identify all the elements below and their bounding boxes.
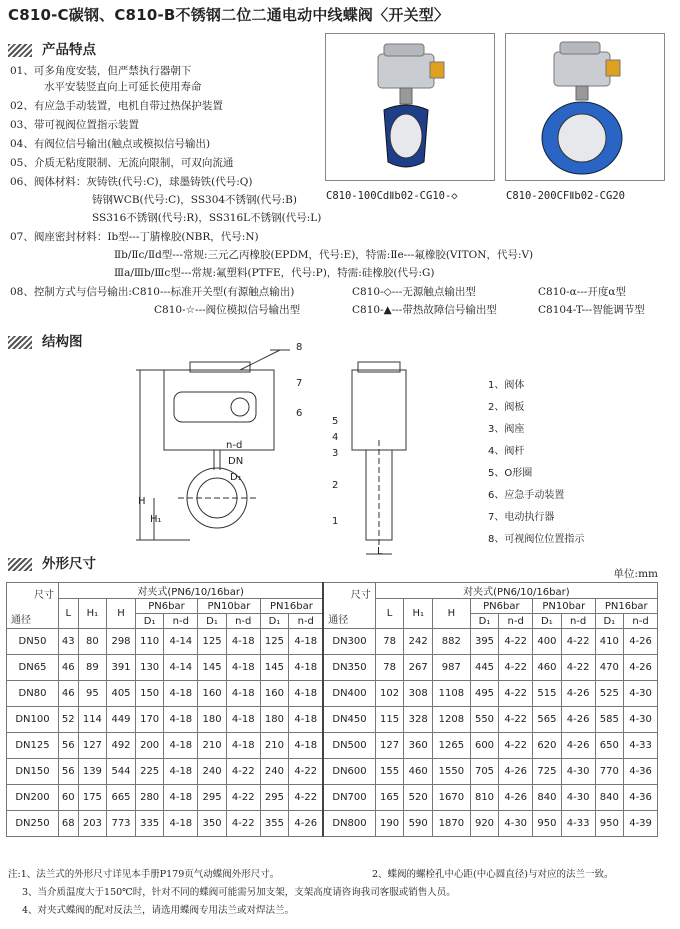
table-cell: 4-18 [164, 759, 198, 785]
note-line: 3、当介质温度大于150℃时，针对不同的蝶阀可能需另加支架，支架高度请咨询我司客服或销售人员。 [22, 887, 456, 898]
dn-cell: DN400 [323, 681, 375, 707]
table-cell: 52 [59, 707, 79, 733]
dn-cell: DN800 [323, 811, 375, 837]
table-row [7, 629, 658, 655]
span-header-cell: 对夹式(PN6/10/16bar) [375, 583, 657, 599]
table-cell: 470 [595, 655, 624, 681]
callout-number: 2 [332, 480, 339, 491]
table-cell: 4-22 [561, 655, 595, 681]
dn-cell: DN50 [7, 629, 59, 655]
table-cell: 125 [198, 629, 227, 655]
feature-line: 铸钢WCB(代号:C)，SS304不锈钢(代号:B) [92, 194, 297, 206]
table-cell: 295 [198, 785, 227, 811]
table-cell: 78 [375, 629, 404, 655]
feature-line: 04、有阀位信号输出(触点或模拟信号输出) [10, 138, 211, 150]
table-cell: 127 [375, 733, 404, 759]
callout-number: 1 [332, 516, 339, 527]
table-cell: 810 [470, 785, 499, 811]
legend-item: 7、电动执行器 [488, 512, 555, 523]
table-cell: 495 [470, 681, 499, 707]
table-cell: 4-39 [624, 811, 658, 837]
table-cell: 145 [198, 655, 227, 681]
dn-cell: DN65 [7, 655, 59, 681]
header-dn-label: 通径 [328, 614, 349, 626]
table-cell: 308 [404, 681, 433, 707]
dn-cell: DN450 [323, 707, 375, 733]
feature-line: C810-☆---阀位模拟信号输出型 [154, 304, 301, 316]
dn-cell: DN350 [323, 655, 375, 681]
table-cell: 175 [78, 785, 107, 811]
table-cell: 840 [595, 785, 624, 811]
table-cell: 4-22 [289, 759, 324, 785]
table-row [7, 733, 658, 759]
table-cell: 110 [135, 629, 164, 655]
table-cell: 950 [533, 811, 562, 837]
header-size-label: 尺寸 [34, 589, 54, 601]
table-cell: 360 [404, 733, 433, 759]
table-cell: 115 [375, 707, 404, 733]
dim-label-h: H [138, 496, 146, 507]
table-cell: 125 [260, 629, 289, 655]
table-cell: 650 [595, 733, 624, 759]
table-cell: 4-36 [624, 759, 658, 785]
table-row [7, 759, 658, 785]
dim-label-d1: D₁ [230, 472, 242, 483]
section-features-label: 产品特点 [42, 42, 96, 58]
col-header-cell: H [107, 599, 136, 629]
table-cell: 200 [135, 733, 164, 759]
table-cell: 4-18 [226, 681, 260, 707]
table-cell: 4-30 [499, 811, 533, 837]
table-cell: 89 [78, 655, 107, 681]
table-cell: 180 [260, 707, 289, 733]
table-row [7, 655, 658, 681]
sub-header-cell: n-d [289, 614, 324, 629]
dn-cell: DN300 [323, 629, 375, 655]
valve-illustration [506, 34, 664, 180]
table-cell: 4-14 [164, 629, 198, 655]
feature-line: 01、可多角度安装，但严禁执行器朝下 [10, 65, 192, 77]
table-cell: 210 [198, 733, 227, 759]
table-cell: 449 [107, 707, 136, 733]
table-cell: 4-18 [164, 785, 198, 811]
table-cell: 773 [107, 811, 136, 837]
col-header-cell: H₁ [78, 599, 107, 629]
feature-line: 06、阀体材料：灰铸铁(代号:C)，球墨铸铁(代号:Q) [10, 176, 253, 188]
table-cell: 4-18 [289, 733, 324, 759]
legend-item: 3、阀座 [488, 424, 525, 435]
valve-illustration [326, 34, 494, 180]
table-cell: 4-22 [499, 629, 533, 655]
col-header-cell: H₁ [404, 599, 433, 629]
dn-cell: DN250 [7, 811, 59, 837]
table-cell: 590 [404, 811, 433, 837]
sub-header-cell: D₁ [260, 614, 289, 629]
sub-header-cell: D₁ [198, 614, 227, 629]
table-cell: 4-18 [164, 811, 198, 837]
table-cell: 4-22 [499, 681, 533, 707]
table-cell: 4-30 [561, 759, 595, 785]
dn-cell: DN600 [323, 759, 375, 785]
table-cell: 165 [375, 785, 404, 811]
table-cell: 150 [135, 681, 164, 707]
table-cell: 4-26 [499, 759, 533, 785]
table-cell: 515 [533, 681, 562, 707]
table-cell: 520 [404, 785, 433, 811]
sub-header-cell: D₁ [595, 614, 624, 629]
table-cell: 160 [198, 681, 227, 707]
table-cell: 4-18 [164, 733, 198, 759]
table-cell: 665 [107, 785, 136, 811]
table-cell: 114 [78, 707, 107, 733]
feature-line: 08、控制方式与信号输出:C810---标准开关型(有源触点输出) [10, 286, 295, 298]
table-cell: 4-22 [289, 785, 324, 811]
callout-number: 6 [296, 408, 303, 419]
sub-header-cell: D₁ [135, 614, 164, 629]
table-cell: 335 [135, 811, 164, 837]
table-header-row [7, 583, 658, 599]
table-cell: 600 [470, 733, 499, 759]
table-cell: 544 [107, 759, 136, 785]
dn-cell: DN500 [323, 733, 375, 759]
table-cell: 145 [260, 655, 289, 681]
table-cell: 160 [260, 681, 289, 707]
header-dn-label: 通径 [11, 614, 31, 626]
structure-diagram [130, 340, 430, 565]
feature-line: 07、阀座密封材料：Ib型---丁腈橡胶(NBR，代号:N) [10, 231, 259, 243]
table-cell: 460 [533, 655, 562, 681]
feature-line: Ⅱb/Ⅱc/Ⅱd型---常规:三元乙丙橡胶(EPDM，代号:E)，特需:Ⅱe---氟橡胶(VITON，代号:V) [114, 249, 534, 261]
dn-cell: DN700 [323, 785, 375, 811]
table-cell: 1108 [433, 681, 471, 707]
table-cell: 298 [107, 629, 136, 655]
sub-header-cell: n-d [624, 614, 658, 629]
table-cell: 180 [198, 707, 227, 733]
sub-header-cell: n-d [499, 614, 533, 629]
span-header-cell: 对夹式(PN6/10/16bar) [59, 583, 324, 599]
table-cell: 95 [78, 681, 107, 707]
table-cell: 46 [59, 655, 79, 681]
table-cell: 4-22 [499, 707, 533, 733]
table-cell: 4-26 [561, 681, 595, 707]
legend-item: 8、可视阀位位置指示 [488, 534, 585, 545]
table-cell: 4-33 [624, 733, 658, 759]
section-dimensions-heading [8, 552, 96, 572]
table-cell: 4-18 [226, 707, 260, 733]
table-cell: 130 [135, 655, 164, 681]
feature-line: C8104-T---智能调节型 [538, 304, 645, 316]
table-cell: 4-18 [289, 629, 324, 655]
table-cell: 4-22 [499, 733, 533, 759]
table-cell: 400 [533, 629, 562, 655]
table-cell: 139 [78, 759, 107, 785]
corner-header-cell [323, 583, 375, 629]
table-cell: 987 [433, 655, 471, 681]
table-row [7, 785, 658, 811]
table-cell: 242 [404, 629, 433, 655]
table-cell: 170 [135, 707, 164, 733]
sub-header-cell: n-d [561, 614, 595, 629]
table-cell: 56 [59, 759, 79, 785]
table-cell: 410 [595, 629, 624, 655]
dim-label-dn: DN [228, 456, 244, 467]
table-cell: 4-26 [624, 629, 658, 655]
note-line: 注:1、法兰式的外形尺寸详见本手册P179页气动蝶阀外形尺寸。 [8, 869, 280, 880]
section-marker-icon [8, 558, 32, 571]
table-cell: 4-36 [624, 785, 658, 811]
table-cell: 840 [533, 785, 562, 811]
table-cell: 882 [433, 629, 471, 655]
table-cell: 4-18 [289, 681, 324, 707]
table-cell: 770 [595, 759, 624, 785]
dn-cell: DN125 [7, 733, 59, 759]
table-cell: 68 [59, 811, 79, 837]
dim-label-l: L [377, 546, 383, 557]
table-cell: 550 [470, 707, 499, 733]
feature-line: 水平安装竖直向上可延长使用寿命 [44, 81, 202, 93]
table-cell: 127 [78, 733, 107, 759]
section-dimensions-label: 外形尺寸 [42, 556, 96, 572]
col-header-cell: H [433, 599, 471, 629]
table-cell: 4-18 [226, 655, 260, 681]
sub-header-cell: D₁ [533, 614, 562, 629]
table-cell: 705 [470, 759, 499, 785]
dimensions-table [6, 582, 658, 837]
pn-header-cell: PN16bar [595, 599, 658, 614]
table-cell: 102 [375, 681, 404, 707]
dn-cell: DN100 [7, 707, 59, 733]
feature-line: C810-◇---无源触点输出型 [352, 286, 476, 298]
pn-header-cell: PN6bar [135, 599, 197, 614]
table-cell: 460 [404, 759, 433, 785]
header-size-label: 尺寸 [350, 589, 371, 601]
table-cell: 4-22 [226, 785, 260, 811]
section-features-heading [8, 38, 96, 58]
table-cell: 1265 [433, 733, 471, 759]
callout-number: 3 [332, 448, 339, 459]
feature-line: 02、有应急手动装置，电机自带过热保护装置 [10, 100, 223, 112]
table-cell: 4-26 [624, 655, 658, 681]
table-cell: 4-18 [289, 655, 324, 681]
table-cell: 1670 [433, 785, 471, 811]
dn-cell: DN200 [7, 785, 59, 811]
table-cell: 43 [59, 629, 79, 655]
table-cell: 1208 [433, 707, 471, 733]
dn-cell: DN80 [7, 681, 59, 707]
table-cell: 4-18 [164, 681, 198, 707]
pn-header-cell: PN10bar [533, 599, 595, 614]
col-header-cell: L [59, 599, 79, 629]
col-header-cell: L [375, 599, 404, 629]
table-cell: 565 [533, 707, 562, 733]
table-cell: 525 [595, 681, 624, 707]
table-cell: 950 [595, 811, 624, 837]
table-cell: 920 [470, 811, 499, 837]
table-cell: 295 [260, 785, 289, 811]
table-cell: 1550 [433, 759, 471, 785]
table-cell: 725 [533, 759, 562, 785]
table-row [7, 707, 658, 733]
table-cell: 4-18 [289, 707, 324, 733]
table-cell: 240 [260, 759, 289, 785]
feature-line: 03、带可视阀位置指示装置 [10, 119, 139, 131]
section-structure-heading [8, 330, 83, 350]
table-cell: 4-22 [561, 629, 595, 655]
page-title: C810-C碳钢、C810-B不锈钢二位二通电动中线蝶阀〈开关型〉 [8, 6, 450, 24]
table-cell: 240 [198, 759, 227, 785]
table-cell: 4-30 [624, 707, 658, 733]
product-photo-wafer-valve [325, 33, 495, 181]
callout-number: 7 [296, 378, 303, 389]
table-cell: 280 [135, 785, 164, 811]
table-cell: 4-18 [164, 707, 198, 733]
table-cell: 4-18 [226, 629, 260, 655]
table-cell: 4-22 [499, 655, 533, 681]
dn-cell: DN150 [7, 759, 59, 785]
legend-item: 6、应急手动装置 [488, 490, 565, 501]
dim-label-nd: n-d [226, 440, 243, 451]
legend-item: 2、阀板 [488, 402, 525, 413]
table-cell: 4-26 [499, 785, 533, 811]
legend-item: 5、O形圈 [488, 468, 533, 479]
table-cell: 225 [135, 759, 164, 785]
table-row [7, 811, 658, 837]
table-cell: 4-26 [561, 733, 595, 759]
table-cell: 4-26 [561, 707, 595, 733]
corner-header-cell [7, 583, 59, 629]
table-cell: 46 [59, 681, 79, 707]
table-cell: 4-14 [164, 655, 198, 681]
table-row [7, 681, 658, 707]
table-cell: 350 [198, 811, 227, 837]
feature-line: C810-▲---带热故障信号输出型 [352, 304, 497, 316]
note-line: 4、对夹式蝶阀的配对反法兰，请选用蝶阀专用法兰或对焊法兰。 [22, 905, 295, 916]
dim-label-h1: H₁ [150, 514, 162, 525]
sub-header-cell: n-d [226, 614, 260, 629]
section-marker-icon [8, 336, 32, 349]
table-cell: 492 [107, 733, 136, 759]
table-cell: 4-22 [226, 811, 260, 837]
table-cell: 4-26 [289, 811, 324, 837]
table-cell: 56 [59, 733, 79, 759]
section-structure-label: 结构图 [42, 334, 83, 350]
callout-number: 5 [332, 416, 339, 427]
pn-header-cell: PN16bar [260, 599, 323, 614]
table-cell: 391 [107, 655, 136, 681]
table-cell: 328 [404, 707, 433, 733]
table-cell: 4-18 [226, 733, 260, 759]
table-cell: 4-30 [624, 681, 658, 707]
table-cell: 267 [404, 655, 433, 681]
table-cell: 585 [595, 707, 624, 733]
sub-header-cell: n-d [164, 614, 198, 629]
legend-item: 4、阀杆 [488, 446, 525, 457]
section-marker-icon [8, 44, 32, 57]
feature-line: Ⅲa/Ⅲb/Ⅲc型---常规:氟塑料(PTFE，代号:P)，特需:硅橡胶(代号:G) [114, 267, 435, 279]
table-cell: 4-30 [561, 785, 595, 811]
table-cell: 190 [375, 811, 404, 837]
photo-caption: C810-200CFⅡb02-CG20 [506, 190, 625, 202]
table-cell: 80 [78, 629, 107, 655]
table-cell: 395 [470, 629, 499, 655]
callout-number: 8 [296, 342, 303, 353]
table-cell: 405 [107, 681, 136, 707]
table-cell: 1870 [433, 811, 471, 837]
table-cell: 203 [78, 811, 107, 837]
table-cell: 60 [59, 785, 79, 811]
table-cell: 620 [533, 733, 562, 759]
feature-line: C810-α---开度α型 [538, 286, 626, 298]
callout-number: 4 [332, 432, 339, 443]
table-cell: 155 [375, 759, 404, 785]
table-cell: 78 [375, 655, 404, 681]
feature-line: 05、介质无粘度限制、无流向限制，可双向流通 [10, 157, 234, 169]
table-cell: 355 [260, 811, 289, 837]
table-cell: 4-22 [226, 759, 260, 785]
product-photo-flange-valve [505, 33, 665, 181]
table-cell: 445 [470, 655, 499, 681]
note-line: 2、蝶阀的螺栓孔中心距(中心圆直径)与对应的法兰一致。 [372, 869, 614, 880]
legend-item: 1、阀体 [488, 380, 525, 391]
pn-header-cell: PN10bar [198, 599, 260, 614]
unit-label: 单位:mm [613, 568, 658, 580]
table-cell: 210 [260, 733, 289, 759]
feature-line: SS316不锈钢(代号:R)，SS316L不锈钢(代号:L) [92, 212, 322, 224]
pn-header-cell: PN6bar [470, 599, 532, 614]
table-cell: 4-33 [561, 811, 595, 837]
sub-header-cell: D₁ [470, 614, 499, 629]
photo-caption: C810-100CdⅡb02-CG10-◇ [326, 190, 458, 202]
